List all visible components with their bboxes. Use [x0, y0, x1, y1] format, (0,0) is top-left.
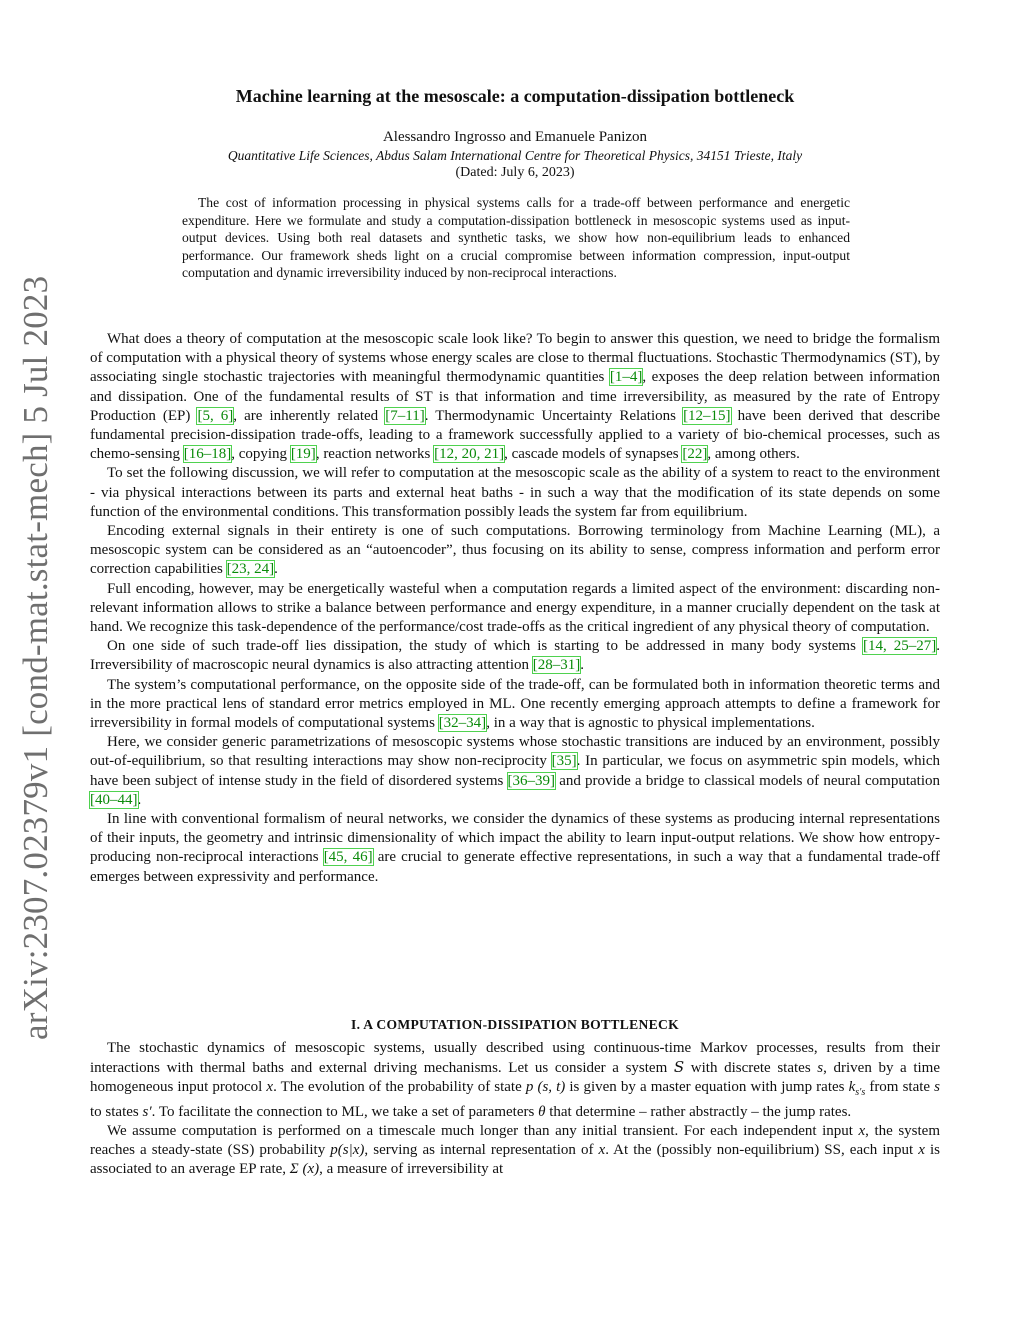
citation-link[interactable]: [7–11]: [385, 407, 425, 424]
paragraph: We assume computation is performed on a timescale much longer than any initial transient. For each independent input x, the system reaches a steady-state (SS) probability p(s|x), serving as internal representation of x. At the (possibly non-equilibrium) SS, each input x is associated to an average EP rate, Σ (x), a measure of irreversibility at: [90, 1122, 940, 1178]
citation-link[interactable]: [36–39]: [507, 772, 556, 789]
math-expression: Σ (x): [289, 1161, 320, 1178]
citation-link[interactable]: [5, 6]: [197, 407, 234, 424]
paragraph: What does a theory of computation at the mesoscopic scale look like? To begin to answer this question, we need to bridge the formalism of computation with a physical theory of systems whose energy scales are close to thermal fluctuations. Stochastic Thermodynamics (ST), by associating single stochastic trajectories with meaningful thermodynamic quantities [1–4], exposes the deep relation between information and dissipation. One of the fundamental results of ST is that information and time irreversibility, as measured by the rate of Entropy Production (EP) [5, 6], are inherently related [7–11]. Thermodynamic Uncertainty Relations [12–15] have been derived that describe fundamental precision-dissipation trade-offs, leading to a framework successfully applied to a variety of bio-chemical processes, such as chemo-sensing [16–18], copying [19], reaction networks [12, 20, 21], cascade models of synapses [22], among others.: [90, 331, 940, 463]
section-body: [90, 1039, 940, 1179]
paragraph: To set the following discussion, we will refer to computation at the mesoscopic scale as the ability of a system to react to the environment - via physical interactions between its parts and external heat baths - in such a way that the modification of its state depends on some function of the environmental conditions. This transformation possibly leads the system far from equilibrium.: [90, 465, 940, 520]
paper-title: Machine learning at the mesoscale: a computation-dissipation bottleneck: [235, 86, 795, 106]
paragraph: On one side of such trade-off lies dissipation, the study of which is starting to be addressed in many body systems [14, 25–27]. Irreversibility of macroscopic neural dynamics is also attracting attention [28–31].: [90, 638, 940, 674]
paragraph: In line with conventional formalism of neural networks, we consider the dynamics of these systems as producing internal representations of their inputs, the geometry and intrinsic dimensionality of which impact the ability to learn input-output relations. We show how entropy-producing non-reciprocal interactions [45, 46] are crucial to generate effective representations, in such a way that a fundamental trade-off emerges between expressivity and performance.: [90, 811, 941, 885]
citation-link[interactable]: [45, 46]: [323, 849, 373, 866]
introduction: [90, 330, 940, 887]
abstract: The cost of information processing in physical systems calls for a trade-off between performance and energetic expenditure. Here we formulate and study a computation-dissipation bottleneck in mesoscopic systems used as input-output devices. Using both real datasets and synthetic tasks, we show how non-equilibrium leads to enhanced performance. Our framework sheds light on a crucial compromise between information compression, input-output computation and dynamic irreversibility induced by non-reciprocal interactions.: [182, 195, 850, 281]
arxiv-identifier: arXiv:2307.02379v1 [cond-mat.stat-mech] 5 Jul 2023: [16, 275, 55, 1040]
citation-link[interactable]: [14, 25–27]: [862, 638, 937, 655]
math-symbol: x: [266, 1079, 274, 1096]
math-symbol: k: [848, 1079, 856, 1096]
citation-link[interactable]: [40–44]: [90, 791, 138, 808]
paragraph: Here, we consider generic parametrizations of mesoscopic systems whose stochastic transitions are induced by an environment, possibly out-of-equilibrium, so that resulting interactions may show non-reciprocity [35]. In particular, we focus on asymmetric spin models, which have been subject of intense study in the field of disordered systems [36–39] and provide a bridge to classical models of neural computation [40–44].: [90, 734, 940, 808]
citation-link[interactable]: [28–31]: [532, 657, 581, 674]
citation-link[interactable]: [1–4]: [609, 369, 643, 386]
authors: Alessandro Ingrosso and Emanuele Panizon: [382, 129, 648, 145]
affiliation: Quantitative Life Sciences, Abdus Salam International Centre for Theoretical Physics, 34151 Trieste, Italy: [227, 148, 803, 163]
date-line: (Dated: July 6, 2023): [455, 165, 575, 180]
paragraph: Full encoding, however, may be energetically wasteful when a computation regards a limited aspect of the environment: discarding non-relevant information allows to strike a balance between performance and energy expenditure, in a manner crucially dependent on the task at hand. We recognize this task-dependence of the performance/cost trade-offs as the critical ingredient of any physical theory of computation.: [90, 580, 940, 636]
citation-link[interactable]: [19]: [290, 446, 316, 463]
citation-link[interactable]: [12, 20, 21]: [434, 446, 505, 463]
math-expression: p (s, t): [525, 1079, 566, 1096]
citation-link[interactable]: [12–15]: [683, 407, 731, 424]
paragraph: Encoding external signals in their entirety is one of such computations. Borrowing terminology from Machine Learning (ML), a mesoscopic system can be considered as an “autoencoder”, thus focusing on its ability to sense, compress information and perform error correction capabilities [23, 24].: [90, 523, 940, 578]
math-symbol: s: [817, 1060, 824, 1077]
math-symbol: S: [673, 1058, 685, 1077]
math-expression: p(s|x): [330, 1142, 365, 1159]
citation-link[interactable]: [35]: [551, 753, 577, 770]
citation-link[interactable]: [23, 24]: [226, 561, 275, 578]
section-heading: I. A COMPUTATION-DISSIPATION BOTTLENECK: [351, 1017, 679, 1032]
citation-link[interactable]: [22]: [682, 446, 708, 463]
citation-link[interactable]: [32–34]: [438, 715, 487, 732]
paragraph: The stochastic dynamics of mesoscopic systems, usually described using continuous-time Markov processes, results from their interactions with thermal baths and external driving mechanisms. Let us consider a system S with discrete states s, driven by a time homogeneous input protocol x. The evolution of the probability of state p (s, t) is given by a master equation with jump rates $k_{s's}$ from state s to states s′. To facilitate the connection to ML, we take a set of parameters θ that determine – rather abstractly – the jump rates.: [90, 1040, 941, 1120]
paragraph: The system’s computational performance, on the opposite side of the trade-off, can be formulated both in information theoretic terms and in the more practical lens of standard error metrics employed in ML. One recently emerging approach attempts to define a framework for irreversibility in formal models of computational systems [32–34], in a way that is agnostic to physical implementations.: [90, 676, 940, 732]
citation-link[interactable]: [16–18]: [183, 446, 232, 463]
